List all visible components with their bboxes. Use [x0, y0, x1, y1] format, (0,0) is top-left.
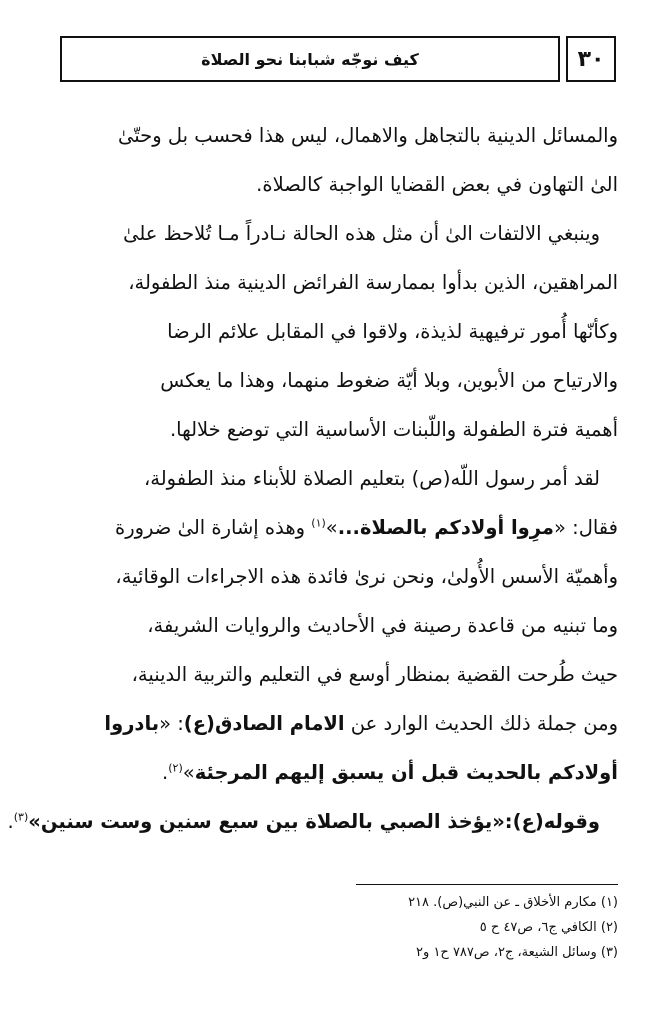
- text-line: وينبغي الالتفات الىٰ أن مثل هذه الحالة نـادراً مـا تُلاحظ علىٰ: [123, 222, 600, 245]
- footnote-3: (٣) وسائل الشيعة، ج٢، ص٧٨٧ ح١ و٢: [416, 945, 618, 960]
- text-line-quote-3: [7, 797, 618, 846]
- quote-3-end: .: [7, 810, 14, 833]
- text-line-quote-2-cont: [52, 748, 618, 797]
- text-line: لقد أمر رسول اللّه(ص) بتعليم الصلاة للأبناء منذ الطفولة،: [143, 467, 600, 490]
- text-line: الىٰ التهاون في بعض القضايا الواجبة كالصلاة.: [256, 173, 618, 196]
- quote-2-sep: : «: [159, 712, 184, 735]
- body-text: [7, 111, 618, 846]
- page-header: [60, 36, 616, 82]
- footnote-ref-2[interactable]: (٢): [168, 761, 183, 775]
- hadith-quote-3: يؤخذ الصبي بالصلاة بين سبع سنين وست سنين: [40, 810, 493, 833]
- quote-3-close: »: [28, 810, 41, 833]
- text-line: حيث طُرحت القضية بمنظار أوسع في التعليم والتربية الدينية،: [131, 663, 618, 686]
- text-line: المراهقين، الذين بدأوا بممارسة الفرائض الدينية منذ الطفولة،: [128, 271, 618, 294]
- footnote-divider: [356, 884, 618, 885]
- footnotes: [200, 890, 618, 965]
- hadith-quote-2-rest: أولادكم بالحديث قبل أن يسبق إليهم المرجئة: [194, 761, 618, 784]
- footnote-ref-3[interactable]: (٣): [13, 810, 29, 824]
- footnote-1: (١) مكارم الأخلاق ـ عن النبي(ص). ٢١٨: [408, 895, 618, 910]
- hadith-quote-1: مرِوا أولادكم بالصلاة...: [337, 516, 554, 539]
- imam-name: الامام الصادق(ع): [183, 712, 345, 735]
- footnote-ref-1[interactable]: (١): [311, 516, 326, 530]
- quote-2-intro: ومن جملة ذلك الحديث الوارد عن: [344, 712, 618, 735]
- text-line: والمسائل الدينية بالتجاهل والاهمال، ليس هذا فحسب بل وحتّىٰ: [118, 124, 618, 147]
- quote-2-close: »: [182, 761, 195, 784]
- running-title: كيف نوجّه شبابنا نحو الصلاة: [60, 36, 560, 82]
- quote-1-intro: فقال: «: [554, 516, 618, 539]
- text-line: والارتياح من الأبوين، وبلا أيّة ضغوط منهما، وهذا ما يعكس: [160, 369, 618, 392]
- quote-1-after: وهذه إشارة الىٰ ضرورة: [115, 516, 312, 539]
- text-line: وكأنّها أُمور ترفيهية لذيذة، ولاقوا في المقابل علائم الرضا: [167, 320, 618, 343]
- page-number: ٣٠: [566, 36, 616, 82]
- quote-1-close: »: [325, 516, 338, 539]
- text-line-quote-2: [52, 699, 618, 748]
- hadith-quote-2-start: بادروا: [104, 712, 160, 735]
- footnote-2: (٢) الكافي ج٦، ص٤٧ ح ٥: [479, 920, 618, 935]
- text-line-quote-1: [52, 503, 618, 552]
- text-line: وما تبنيه من قاعدة رصينة في الأحاديث والروايات الشريفة،: [147, 614, 618, 637]
- text-line: أهمية فترة الطفولة واللّبنات الأساسية التي توضع خلالها.: [169, 418, 618, 441]
- quote-2-end: .: [162, 761, 169, 784]
- text-line: وأهميّة الأسس الأُولىٰ، ونحن نرىٰ فائدة هذه الاجراءات الوقائية،: [115, 565, 618, 588]
- quote-3-intro: وقوله(ع):«: [492, 810, 600, 833]
